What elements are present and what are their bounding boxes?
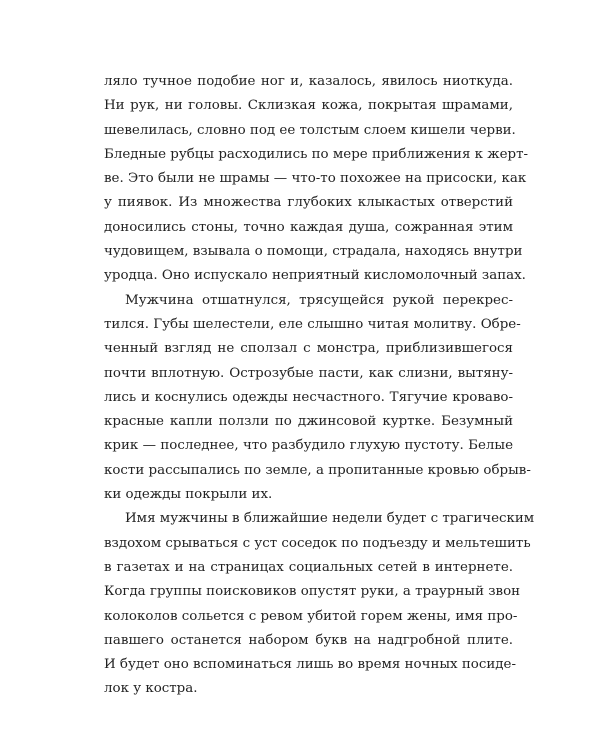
text-line: павшего останется набором букв на надгробной плите. [104,632,513,648]
text-line: Бледные рубцы расходились по мере приближения к жерт- [104,146,529,162]
text-line: лок у костра. [104,681,198,697]
paragraph-3 [104,507,535,701]
text-line: ляло тучное подобие ног и, казалось, явилось ниоткуда. [104,74,513,89]
text-line: колоколов сольется с ревом убитой горем жены, имя про- [104,608,518,624]
text-line: ве. Это были не шрамы — что-то похожее на присоски, как [104,171,527,187]
text-line: кости рассыпались по земле, а пропитанные кровью обрыв- [104,462,531,478]
text-line: почти вплотную. Острозубые пасти, как слизни, вытяну- [104,365,513,381]
text-line: доносились стоны, точно каждая душа, сожранная этим [104,219,513,235]
paragraph-2 [104,289,531,508]
text-line: Когда группы поисковиков опустят руки, а траурный звон [104,584,521,600]
text-line: в газетах и на страницах социальных сетей в интернете. [104,559,513,575]
body-text [104,70,535,702]
text-line: ченный взгляд не сползал с монстра, приблизившегося [104,341,513,357]
text-line: у пиявок. Из множества глубоких клыкастых отверстий [104,195,513,211]
text-line: Ни рук, ни головы. Склизкая кожа, покрытая шрамами, [104,98,513,114]
paragraph-1 [104,70,529,289]
text-line: чудовищем, взывала о помощи, страдала, находясь внутри [104,244,523,260]
text-line: шевелилась, словно под ее толстым слоем кишели черви. [104,122,516,138]
text-line: ки одежды покрыли их. [104,487,273,503]
text-line: тился. Губы шелестели, еле слышно читая молитву. Обре- [104,316,521,332]
text-line: красные капли ползли по джинсовой куртке. Безумный [104,414,513,430]
text-line: вздохом срываться с уст соседок по подъезду и мельтешить [104,535,531,551]
text-line: лись и коснулись одежды несчастного. Тягучие кроваво- [104,389,513,405]
text-line: крик — последнее, что разбудило глухую пустоту. Белые [104,438,513,454]
text-line: И будет оно вспоминаться лишь во время ночных посиде- [104,657,516,673]
text-line: Имя мужчины в ближайшие недели будет с трагическим [125,511,535,527]
text-line: уродца. Оно испускало неприятный кисломолочный запах. [104,268,526,284]
text-line: Мужчина отшатнулся, трясущейся рукой перекрес- [125,292,513,308]
